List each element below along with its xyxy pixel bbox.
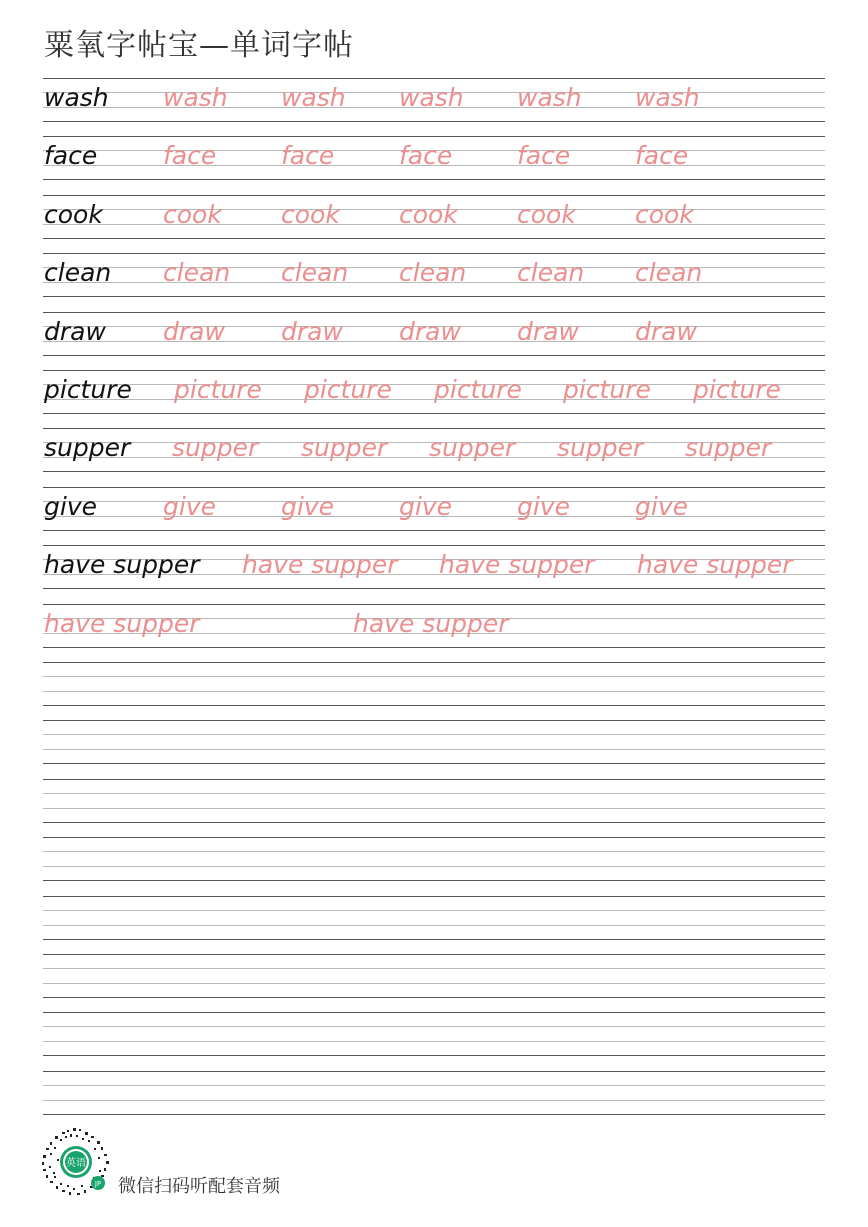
trace-word: have supper <box>637 550 793 580</box>
ruling-line <box>43 691 825 692</box>
practice-row <box>43 428 825 472</box>
trace-word: give <box>281 491 334 521</box>
trace-word: face <box>635 141 689 171</box>
practice-row <box>43 370 825 414</box>
blank-practice-row <box>43 779 825 823</box>
ruling-line <box>43 837 825 838</box>
trace-word: cook <box>635 199 694 229</box>
ruling-line <box>43 705 825 706</box>
ruling-line <box>43 896 825 897</box>
model-word: have supper <box>44 550 200 580</box>
trace-word: face <box>399 141 453 171</box>
ruling-line <box>43 253 825 254</box>
trace-word: cook <box>399 199 458 229</box>
trace-word: wash <box>163 83 228 112</box>
ruling-line <box>43 121 825 122</box>
ruling-line <box>43 413 825 414</box>
badge-label: 英语 <box>66 1158 86 1169</box>
ruling-line <box>43 662 825 663</box>
ruling-line <box>43 793 825 794</box>
model-word: draw <box>44 316 106 346</box>
model-word: face <box>44 141 98 171</box>
trace-word: clean <box>163 258 231 288</box>
ruling-line <box>43 939 825 940</box>
badge-corner: JP <box>94 1180 102 1188</box>
ruling-line <box>43 1071 825 1072</box>
ruling-line <box>43 734 825 735</box>
trace-word: cook <box>163 199 222 229</box>
model-word: cook <box>44 199 103 229</box>
practice-row <box>43 487 825 531</box>
trace-word: picture <box>693 375 781 404</box>
trace-word: draw <box>517 316 579 346</box>
trace-word: supper <box>172 433 259 463</box>
trace-word: clean <box>281 258 349 288</box>
ruling-line <box>43 983 825 984</box>
ruling-line <box>43 880 825 881</box>
trace-word: clean <box>635 258 703 288</box>
ruling-line <box>43 866 825 867</box>
trace-word: supper <box>429 433 516 463</box>
practice-row <box>43 604 825 648</box>
trace-word: give <box>517 491 570 521</box>
page-title: 粟氧字帖宝—单词字帖 <box>44 28 354 63</box>
trace-word: draw <box>635 316 697 346</box>
practice-row <box>43 312 825 356</box>
ruling-line <box>43 968 825 969</box>
blank-practice-row <box>43 720 825 764</box>
ruling-line <box>43 822 825 823</box>
trace-word: supper <box>557 433 644 463</box>
copybook-grid <box>43 78 825 1118</box>
trace-word: supper <box>685 433 772 463</box>
trace-word: have supper <box>242 550 398 580</box>
ruling-line <box>43 588 825 589</box>
trace-word: face <box>281 141 335 171</box>
trace-word: face <box>163 141 217 171</box>
trace-word: picture <box>434 375 522 404</box>
ruling-line <box>43 910 825 911</box>
ruling-line <box>43 925 825 926</box>
ruling-line <box>43 355 825 356</box>
ruling-line <box>43 1026 825 1027</box>
trace-word: give <box>163 491 216 521</box>
trace-word: picture <box>304 375 392 404</box>
ruling-line <box>43 763 825 764</box>
blank-practice-row <box>43 662 825 706</box>
model-word: picture <box>44 375 132 404</box>
ruling-line <box>43 428 825 429</box>
ruling-line <box>43 749 825 750</box>
trace-word: clean <box>399 258 467 288</box>
trace-word: give <box>635 491 688 521</box>
trace-word: have supper <box>353 608 509 638</box>
ruling-line <box>43 370 825 371</box>
ruling-line <box>43 238 825 239</box>
ruling-line <box>43 808 825 809</box>
ruling-line <box>43 647 825 648</box>
trace-word: wash <box>517 83 582 112</box>
ruling-line <box>43 545 825 546</box>
ruling-line <box>43 78 825 79</box>
ruling-line <box>43 487 825 488</box>
blank-practice-row <box>43 1071 825 1115</box>
trace-word: wash <box>635 83 700 112</box>
ruling-line <box>43 997 825 998</box>
model-word: supper <box>44 433 131 463</box>
ruling-line <box>43 604 825 605</box>
ruling-line <box>43 530 825 531</box>
ruling-line <box>43 1041 825 1042</box>
practice-row <box>43 545 825 589</box>
trace-word: picture <box>174 375 262 404</box>
ruling-line <box>43 1100 825 1101</box>
trace-word: cook <box>517 199 576 229</box>
trace-word: clean <box>517 258 585 288</box>
practice-row <box>43 136 825 180</box>
practice-row <box>43 195 825 239</box>
ruling-line <box>43 1055 825 1056</box>
model-word: give <box>44 491 97 521</box>
trace-word: wash <box>281 83 346 112</box>
trace-word: have supper <box>44 608 200 638</box>
ruling-line <box>43 179 825 180</box>
trace-word: face <box>517 141 571 171</box>
model-word: wash <box>44 83 109 112</box>
ruling-line <box>43 676 825 677</box>
model-word: clean <box>44 258 112 288</box>
ruling-line <box>43 851 825 852</box>
ruling-line <box>43 312 825 313</box>
trace-word: draw <box>281 316 343 346</box>
trace-word: picture <box>563 375 651 404</box>
trace-word: wash <box>399 83 464 112</box>
trace-word: supper <box>301 433 388 463</box>
ruling-line <box>43 1085 825 1086</box>
ruling-line <box>43 954 825 955</box>
trace-word: draw <box>163 316 225 346</box>
trace-word: cook <box>281 199 340 229</box>
practice-row <box>43 253 825 297</box>
ruling-line <box>43 779 825 780</box>
ruling-line <box>43 136 825 137</box>
ruling-line <box>43 471 825 472</box>
ruling-line <box>43 296 825 297</box>
footer-text: 微信扫码听配套音频 <box>118 1176 280 1197</box>
qr-code-icon <box>40 1126 112 1198</box>
trace-word: draw <box>399 316 461 346</box>
trace-word: give <box>399 491 452 521</box>
footer <box>40 1126 340 1200</box>
blank-practice-row <box>43 896 825 940</box>
trace-word: have supper <box>439 550 595 580</box>
practice-row <box>43 78 825 122</box>
blank-practice-row <box>43 1012 825 1056</box>
blank-practice-row <box>43 954 825 998</box>
ruling-line <box>43 720 825 721</box>
ruling-line <box>43 1114 825 1115</box>
ruling-line <box>43 1012 825 1013</box>
ruling-line <box>43 195 825 196</box>
blank-practice-row <box>43 837 825 881</box>
